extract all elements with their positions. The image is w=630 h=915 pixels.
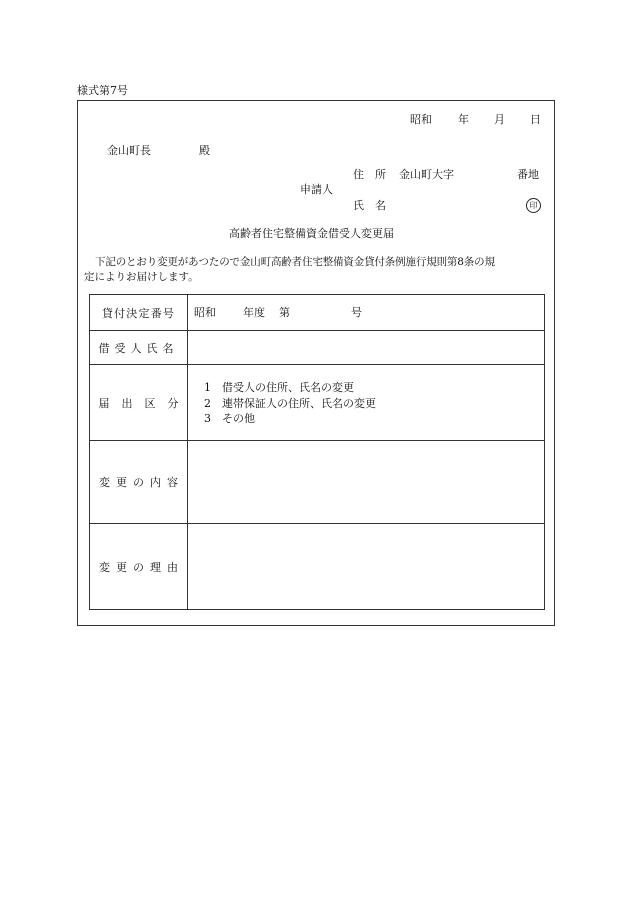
table-row-borrower-name bbox=[90, 331, 544, 365]
seal-icon: 印 bbox=[526, 198, 541, 213]
loan-number-unit: 号 bbox=[351, 306, 362, 319]
label-cell bbox=[90, 441, 188, 523]
applicant-name-label: 氏 名 bbox=[353, 199, 386, 212]
date-year-unit: 年 bbox=[458, 113, 469, 126]
label-cell bbox=[90, 331, 188, 364]
loan-era: 昭和 bbox=[194, 306, 216, 319]
change-reason-value[interactable] bbox=[188, 524, 544, 609]
row-label: 貸付決定番号 bbox=[101, 306, 176, 320]
loan-ordinal-prefix: 第 bbox=[279, 306, 290, 319]
table-row-change-content bbox=[90, 441, 544, 524]
loan-number-value bbox=[188, 295, 544, 330]
date-month-unit: 月 bbox=[494, 113, 505, 126]
option-item: 1 借受人の住所、氏名の変更 bbox=[204, 381, 354, 394]
loan-fiscal-year-unit: 年度 bbox=[243, 306, 265, 319]
document-title: 高齢者住宅整備資金借受人変更届 bbox=[229, 227, 394, 240]
option-item: 2 連帯保証人の住所、氏名の変更 bbox=[204, 396, 376, 410]
table-row-loan-number bbox=[90, 295, 544, 331]
date-era: 昭和 bbox=[410, 113, 432, 126]
change-content-value[interactable] bbox=[188, 441, 544, 523]
form-number: 様式第7号 bbox=[77, 84, 128, 97]
label-cell bbox=[90, 365, 191, 440]
label-cell bbox=[90, 524, 188, 609]
borrower-name-value[interactable] bbox=[188, 331, 544, 364]
applicant-address-suffix: 番地 bbox=[517, 168, 539, 181]
applicant-address-label: 住 所 bbox=[353, 168, 386, 181]
row-label: 変更の内容 bbox=[99, 476, 184, 489]
table-row-notification-type bbox=[90, 365, 544, 441]
option-list bbox=[204, 380, 376, 427]
row-label: 変更の理由 bbox=[99, 560, 184, 574]
body-text-line1: 下記のとおり変更があつたので金山町高齢者住宅整備資金貸付条例施行規則第8条の規 bbox=[95, 256, 495, 268]
date-day-unit: 日 bbox=[530, 113, 541, 126]
addressee-title: 金山町長 bbox=[107, 144, 151, 157]
body-text-line2: 定によりお届けします。 bbox=[84, 271, 199, 283]
row-label: 届出区分 bbox=[98, 396, 191, 410]
option-item: 3 その他 bbox=[204, 412, 255, 425]
notification-type-value bbox=[188, 365, 544, 440]
table-row-change-reason bbox=[90, 524, 544, 609]
applicant-label: 申請人 bbox=[300, 183, 333, 196]
addressee-honorific: 殿 bbox=[199, 144, 210, 157]
label-cell bbox=[90, 295, 188, 330]
applicant-address-value: 金山町大字 bbox=[399, 168, 454, 181]
detail-table bbox=[89, 294, 545, 610]
row-label: 借受人氏名 bbox=[98, 341, 179, 355]
